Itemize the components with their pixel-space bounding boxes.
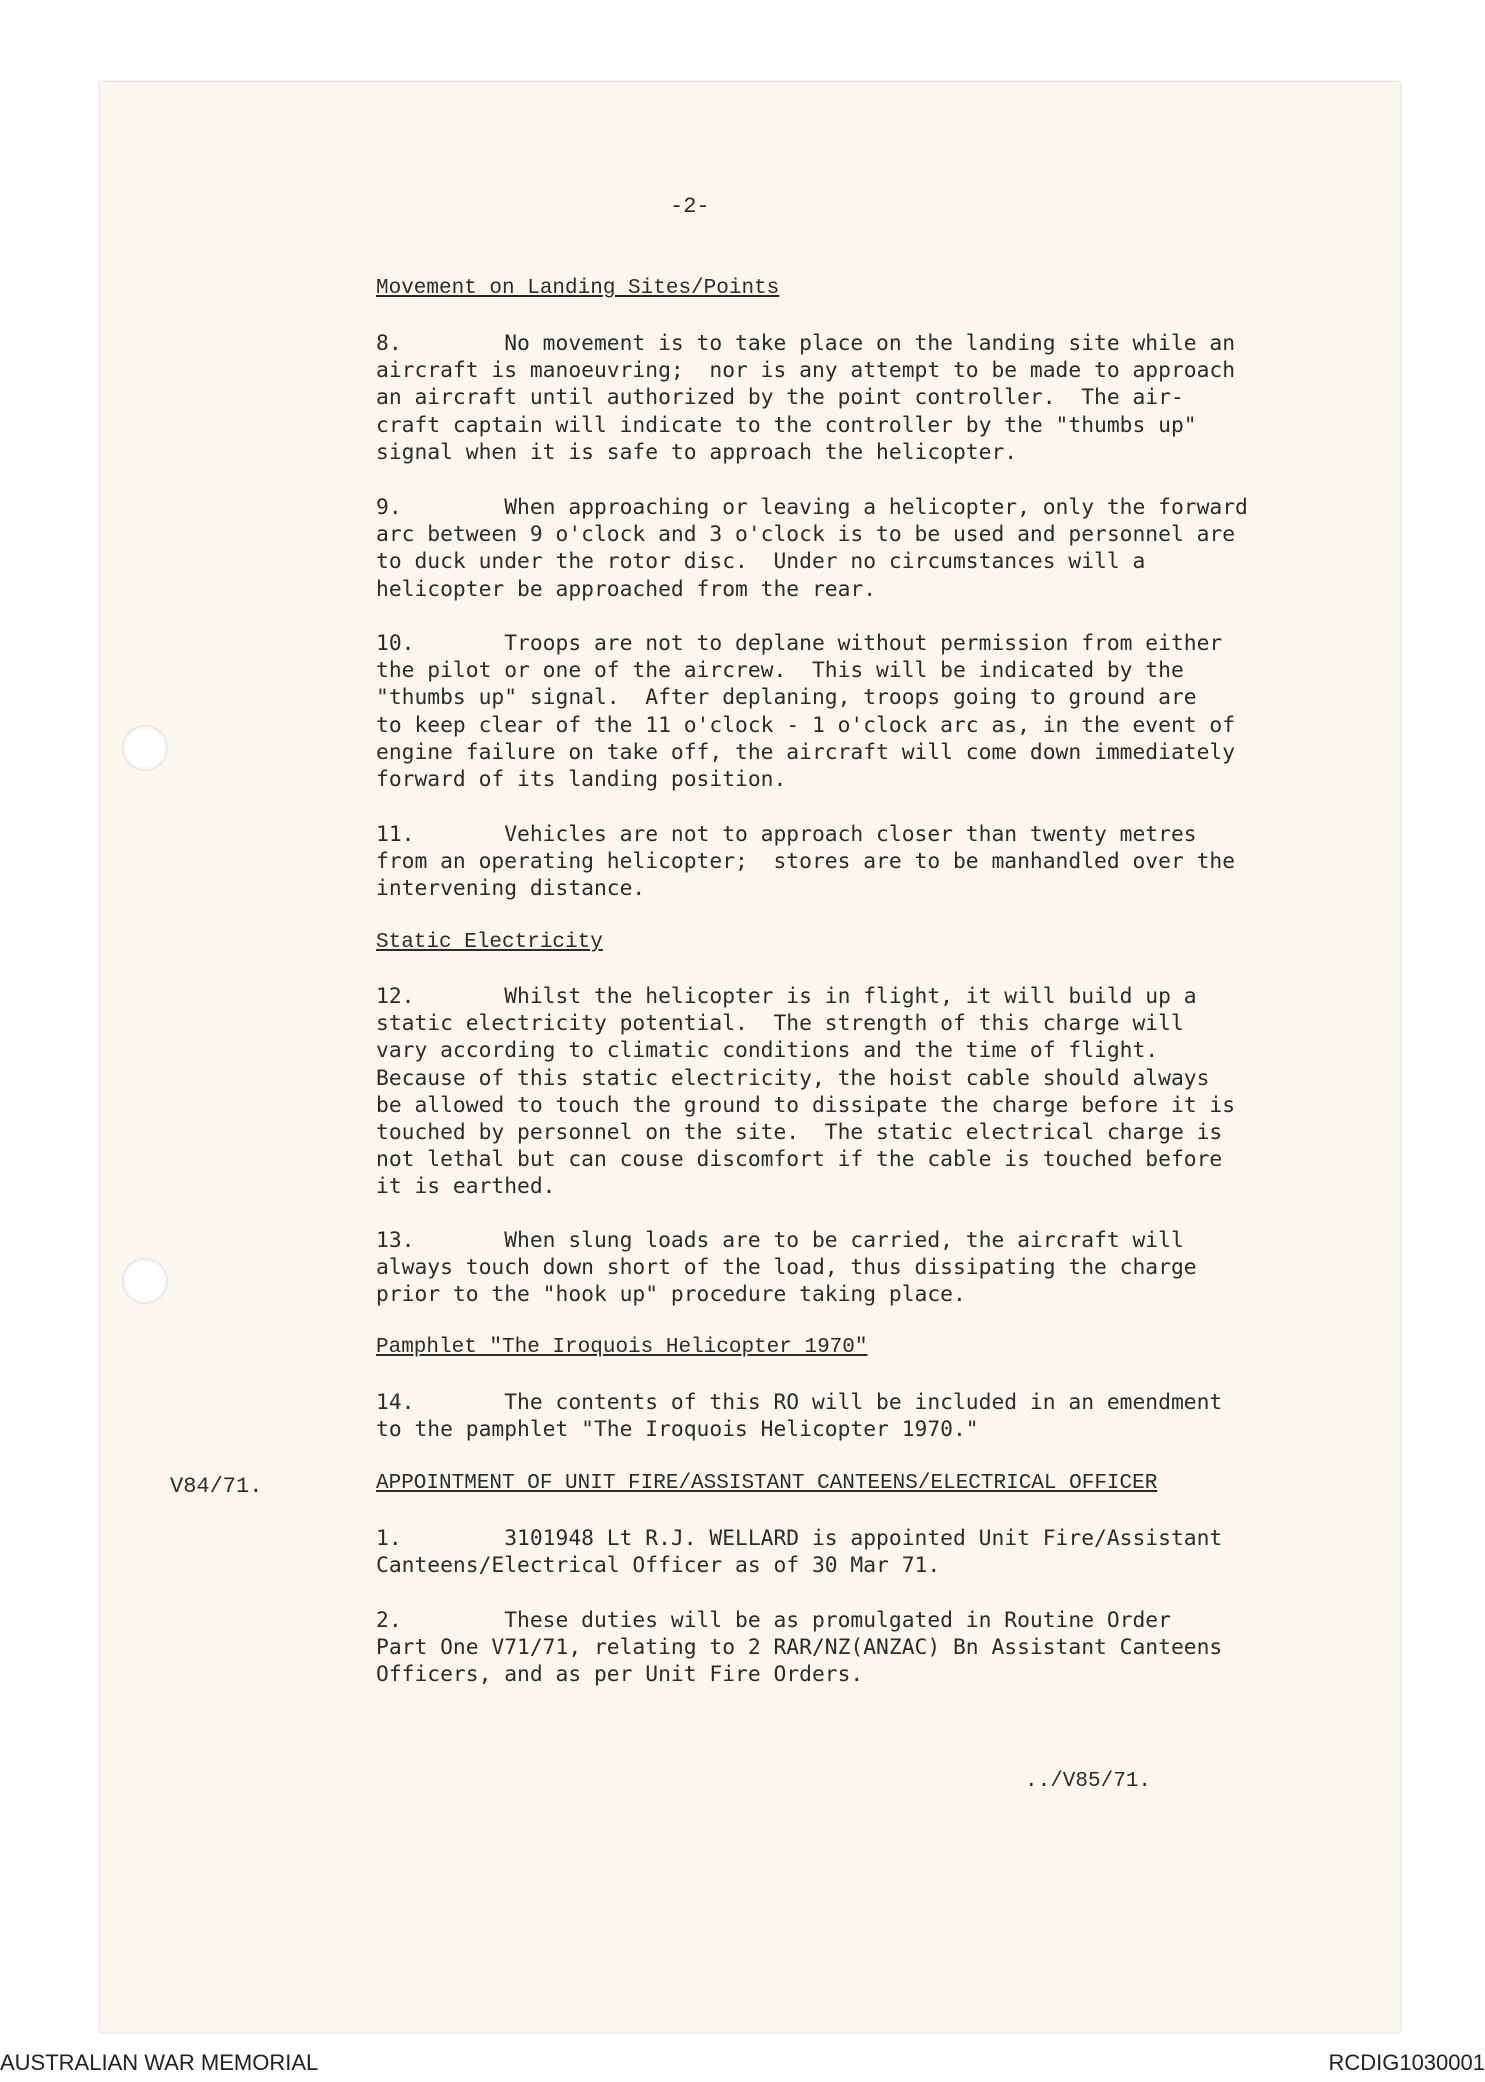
footer-id: RCDIG1030001 xyxy=(1328,2050,1485,2075)
paragraph-13: 13. When slung loads are to be carried, the aircraft will always touch down short of the load, thus dissipating the charge prior to the "hook up" procedure taking place. xyxy=(376,1228,1197,1308)
paragraph-11: 11. Vehicles are not to approach closer than twenty metres from an operating helicopter; stores are to be manhandled over the intervening distance. xyxy=(376,822,1236,902)
punch-hole-lower xyxy=(122,1258,168,1304)
heading-pamphlet: Pamphlet "The Iroquois Helicopter 1970" xyxy=(376,1336,868,1359)
paragraph-10: 10. Troops are not to deplane without permission from either the pilot or one of the aircrew. This will be indicated by the "thumbs up" signal. After deplaning, troops going to ground are to keep clear of the 11 o'clock - 1 o'clock arc as, in the event of engine failure on take off, the aircraft will come down immediately forward of its landing position. xyxy=(376,631,1236,793)
heading-static-electricity: Static Electricity xyxy=(376,931,603,954)
paragraph-9: 9. When approaching or leaving a helicopter, only the forward arc between 9 o'clock and 3 o'clock is to be used and personnel are to duck under the rotor disc. Under no circumstances will a helicopter be approached from the rear. xyxy=(376,495,1248,602)
paragraph-12: 12. Whilst the helicopter is in flight, it will build up a static electricity potential. The strength of this charge will vary according to climatic conditions and the time of flight. Because of this static electricity, the hoist cable should always be allowed to touch the ground to dissipate the charge before it is touched by personnel on the site. The static electrical charge is not lethal but can couse discomfort if the cable is touched before it is earthed. xyxy=(376,984,1236,1200)
paragraph-8: 8. No movement is to take place on the landing site while an aircraft is manoeuvring; nor is any attempt to be made to approach an aircraft until authorized by the point controller. The air- craft captain will indicate to the controller by the "thumbs up" signal when it is safe to approach the helicopter. xyxy=(376,331,1236,465)
footer-source: AUSTRALIAN WAR MEMORIAL xyxy=(0,2050,319,2075)
appointment-paragraph-2: 2. These duties will be as promulgated in Routine Order Part One V71/71, relating to 2 RAR/NZ(ANZAC) Bn Assistant Canteens Officers, and as per Unit Fire Orders. xyxy=(376,1608,1223,1688)
heading-movement-on-landing-sites: Movement on Landing Sites/Points xyxy=(376,277,780,300)
paragraph-14: 14. The contents of this RO will be included in an emendment to the pamphlet "The Iroquois Helicopter 1970." xyxy=(376,1390,1223,1443)
heading-appointment: APPOINTMENT OF UNIT FIRE/ASSISTANT CANTEENS/ELECTRICAL OFFICER xyxy=(376,1472,1158,1495)
page-number: -2- xyxy=(670,194,710,219)
appointment-paragraph-1: 1. 3101948 Lt R.J. WELLARD is appointed Unit Fire/Assistant Canteens/Electrical Officer as of 30 Mar 71. xyxy=(376,1526,1223,1579)
margin-reference-v84: V84/71. xyxy=(170,1474,263,1499)
punch-hole-upper xyxy=(122,725,168,771)
continuation-reference: ../V85/71. xyxy=(1025,1770,1152,1793)
